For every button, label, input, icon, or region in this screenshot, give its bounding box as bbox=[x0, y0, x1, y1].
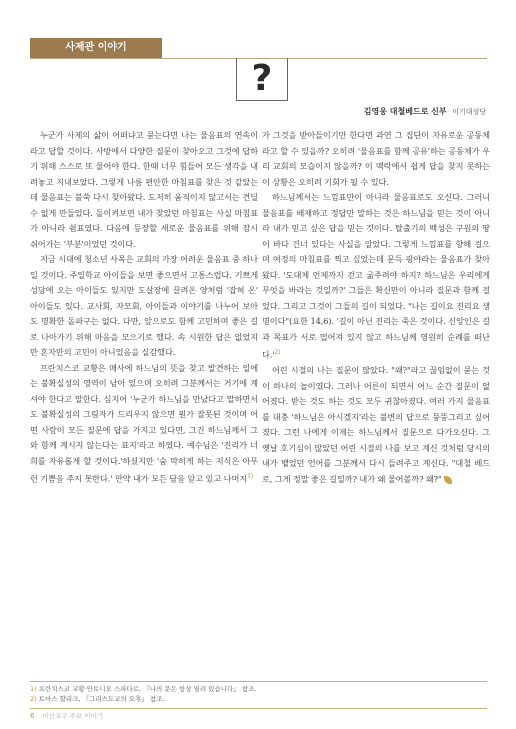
paragraph: 누군가 사제의 삶이 어떠냐고 묻는다면 나는 물음표의 연속이라고 답할 것이다. 사방에서 다양한 질문이 찾아오고 그것에 답하기 위해 스스로 또 물어야 한다. 한때 너무 힘들어 모든 생각을 내려놓고 지내보았다. 그렇게 나름 편안한 마침표를 찾은 것 같았는데 물음표는 불쑥 다시 찾아왔다. 도저히 움직이지 않고서는 견딜 수 없게 만들었다. 돌이켜보면 내가 찾았던 마침표는 사실 마침표가 아니라 쉼표였다. 다음에 등장할 새로운 물음표를 위해 잠시 쉬어가는 '부분'이었던 것이다. bbox=[30, 130, 258, 249]
paragraph bbox=[30, 361, 258, 488]
article-column-right bbox=[262, 128, 490, 487]
paragraph-text: 어린 시절의 나는 질문이 많았다. "왜?"라고 끊임없이 묻는 것이 하나의 놀이였다. 그러나 어른이 되면서 어느 순간 질문이 없어졌다. 받는 것도 하는 것도 모두 귀찮아졌다. 여러 가지 물음표를 대충 '하느님은 아시겠지'라는 불변의 답으로 뭉뚱그리고 싶어졌다. 그런 나에게 이제는 하느님께서 질문으로 다가오신다. 그 옛날 호기심이 많았던 어린 시절의 나를 보고 계신 것처럼 당시의 내가 뱉었던 언어를 그분께서 다시 들려주고 계신다. "대철 베드로, 그게 정말 좋은 길일까? 내가 왜 물어볼까? 왜?" bbox=[262, 365, 490, 484]
footnote-item bbox=[30, 684, 487, 694]
footnote-item bbox=[30, 694, 487, 704]
footnote-ref[interactable]: 2) bbox=[274, 349, 281, 356]
article-column-left bbox=[30, 128, 258, 487]
paragraph: 가 그것을 받아들이기만 한다면 과연 그 집단이 자유로운 공동체라고 할 수 있을까? 오히려 '물음표를 함께 공유'하는 공동체가 우리 교회의 모습이지 않을까? 이 맥락에서 쉽게 답을 찾지 못하는 이 상황은 오히려 기회가 될 수 있다. bbox=[262, 130, 490, 187]
paragraph: 지금 시대에 청소년 사목은 교회의 가장 어려운 물음표 중 하나일 것이다. 주일학교 아이들을 보면 좋으면서 고통스럽다. 기쁘게 성당에 오는 아이들도 있지만 도살장에 끌려온 양처럼 '잡혀 온' 아이들도 있다. 교사회, 자모회, 아이들과 이야기를 나누어 보아도 명확한 돌파구는 없다. 다만, 앞으로도 함께 고민하며 좋은 길로 나아가기 위해 마음을 모으기로 했다. 속 시원한 답은 없었지만 혼자만의 고민이 아니었음을 실감했다. bbox=[30, 254, 258, 357]
paragraph bbox=[262, 363, 490, 487]
paragraph-text: 하느님께서는 느낌표만이 아니라 물음표로도 오신다. 그러니 물음표를 배제하고 정답만 말하는 것은 하느님을 믿는 것이 아니라 내가 믿고 싶은 답을 믿는 것이다. 탈출기의 백성은 구원의 땅이 바다 건너 있다는 사실을 알았다. 그렇게 느낌표를 향해 걸으며 여정의 마침표를 찍고 싶었는데 문득 광야라는 물음표가 찾아왔다. '도대체 언제까지 걷고 굶주려야 하지? 하느님은 우리에게 무엇을 바라는 것일까?' 그들은 확신만이 아니라 질문과 함께 걸었다. 그리고 그것이 그들의 길이 되었다. "나는 길이요 진리요 생명이다"(요한 14,6). '길이 아닌 진리는 죽은 것이다. 신앙인은 길과 목표가 서로 떨어져 있지 않고 하느님께 영원히 순례를 떠난다.' bbox=[262, 192, 490, 360]
paragraph bbox=[262, 190, 490, 363]
magazine-title: 마산교구 주보 이야기 bbox=[42, 712, 104, 720]
author-name: 김영웅 대철베드로 신부 bbox=[363, 107, 447, 116]
footnote-divider bbox=[30, 681, 487, 682]
footer-divider bbox=[30, 708, 487, 709]
footnote-text: 프란치스코 교황·안토니오 스파다로, 『나의 문은 항상 열려 있습니다』 참조. bbox=[38, 685, 257, 693]
footnotes bbox=[30, 684, 487, 704]
paragraph-text: 프란치스코 교황은 매사에 하느님의 뜻을 찾고 발견하는 일에는 불확실성의 영역이 남아 있으며 오히려 그분께서는 거기에 계셔야 한다고 말한다. 심지어 '누군가 하느님을 만났다고 말하면서도 불확실성의 그림자가 드리우지 않으면 뭔가 잘못된 것이며 어떤 사람이 모든 질문에 답을 가지고 있다면, 그건 하느님께서 그와 함께 계시지 않는다는 표지'라고 하였다. 예수님은 '진리가 너희를 자유롭게 할 것이다.'하셨지만 '숨 막히게 하는 지식은 아무런 기쁨을 주지 못한다.' 만약 내가 모든 답을 알고 있고 나머지 bbox=[30, 362, 258, 484]
footnote-number: 2) bbox=[30, 695, 37, 703]
question-mark-illustration: ? bbox=[236, 58, 288, 101]
footnote-ref[interactable]: 1) bbox=[247, 473, 254, 480]
leaf-end-icon bbox=[444, 476, 452, 484]
footnote-text: 토마스 할리크, 『그리스도교의 오후』 참조. bbox=[38, 695, 165, 703]
author-affiliation: 이기대성당 bbox=[452, 108, 486, 116]
footnote-number: 1) bbox=[30, 685, 37, 693]
page-footer bbox=[30, 711, 103, 720]
section-label: 사제관 이야기 bbox=[30, 38, 162, 58]
page-number: 6 bbox=[30, 712, 35, 720]
byline bbox=[364, 106, 486, 117]
